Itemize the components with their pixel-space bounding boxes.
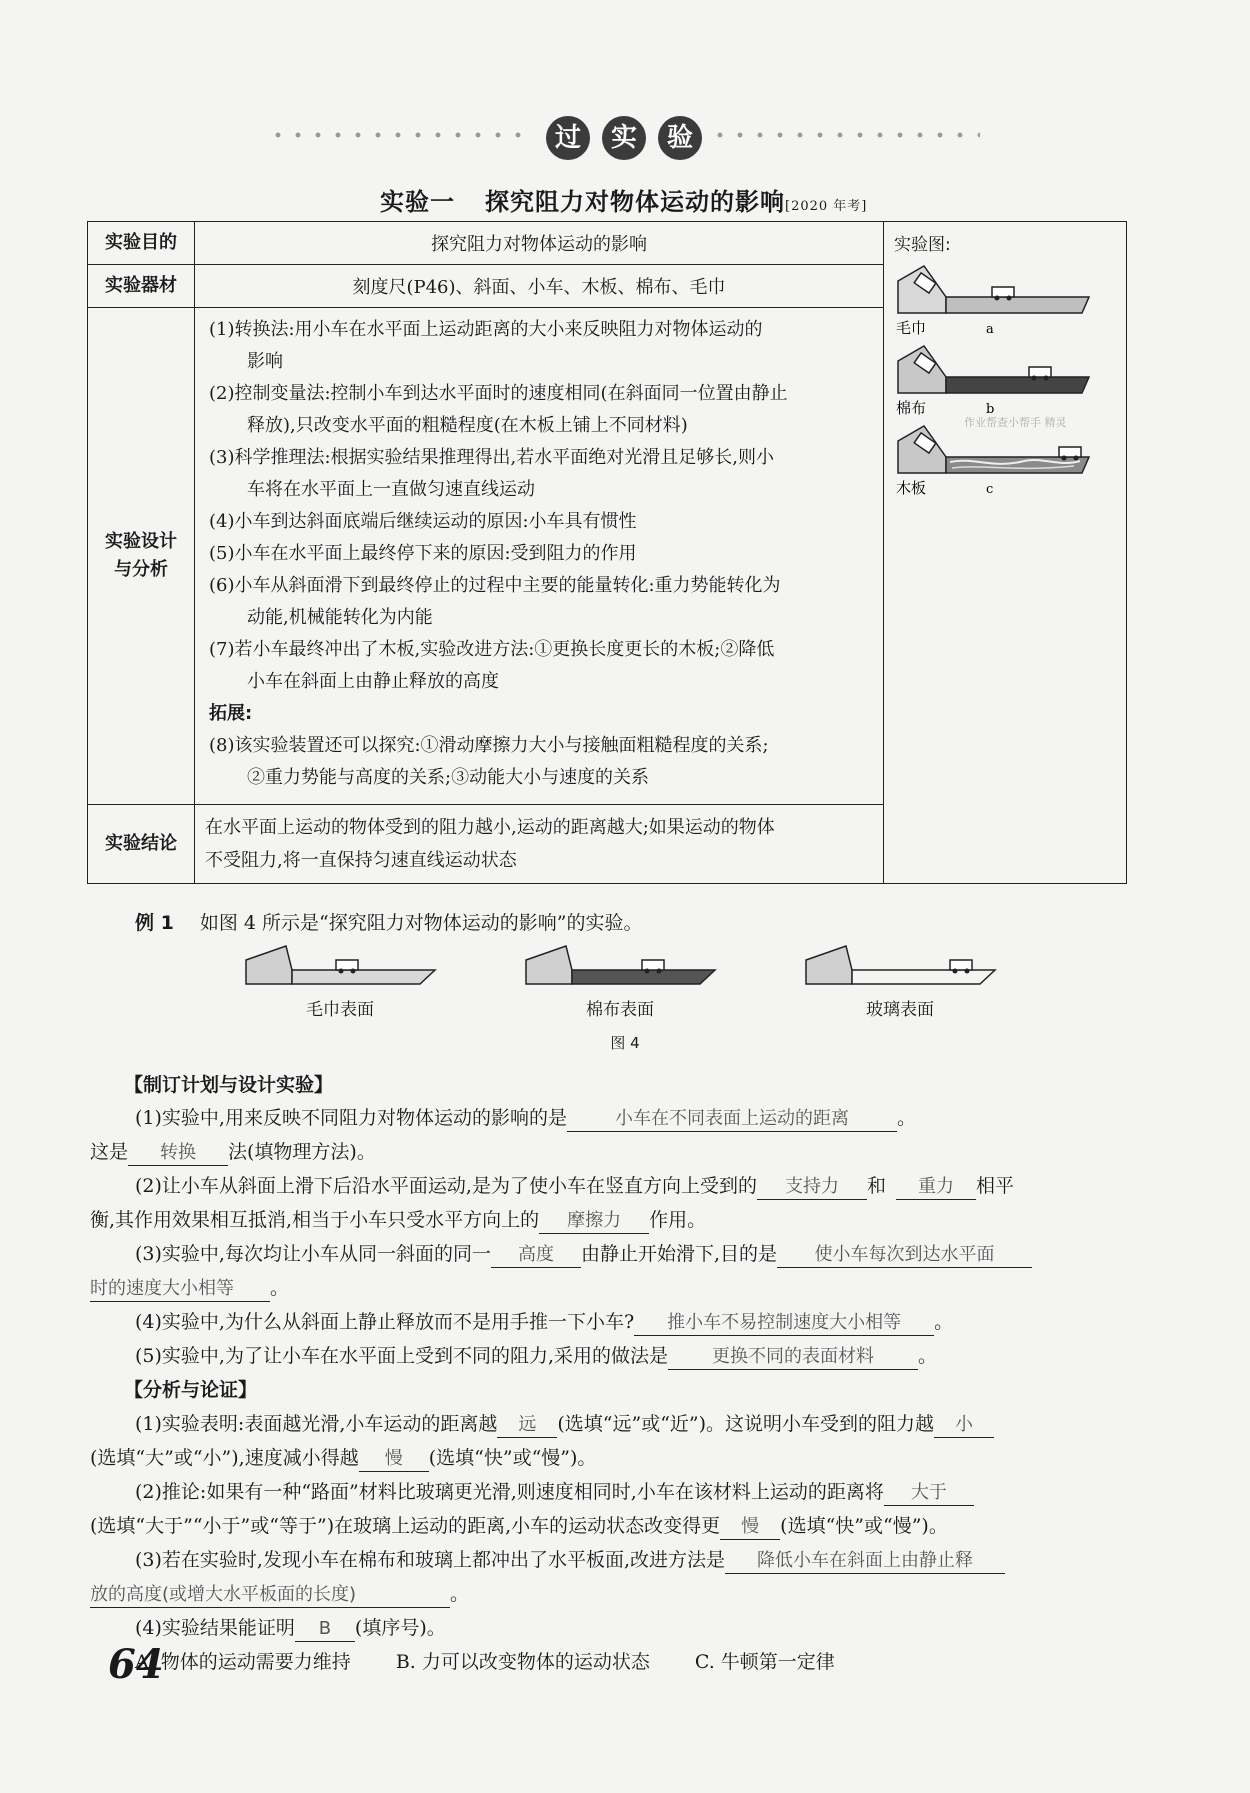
figure-letter-c: c <box>986 482 994 497</box>
choice-a: A. 物体的运动需要力维持 <box>135 1651 351 1673</box>
design-line: 小车在斜面上由静止释放的高度 <box>247 671 499 692</box>
design-label-text: 实验设计与分析 <box>105 531 177 580</box>
extension-line: ②重力势能与高度的关系;③动能大小与速度的关系 <box>247 767 650 788</box>
example-intro: 如图 4 所示是“探究阻力对物体运动的影响”的实验。 <box>199 912 643 934</box>
design-label <box>88 308 195 805</box>
example-heading <box>135 908 642 935</box>
question-5: (5)实验中,为了让小车在水平面上受到不同的阻力,采用的做法是 更换不同的表面材料 。 <box>135 1341 937 1370</box>
figure-letter-a: a <box>986 322 994 337</box>
experiment-title <box>380 182 867 217</box>
answer-2b: 重力 <box>896 1175 976 1200</box>
answer-3b-line1: 使小车每次到达水平面 <box>777 1243 1032 1268</box>
design-line: (4)小车到达斜面底端后继续运动的原因:小车具有惯性 <box>209 511 637 532</box>
ramp-towel <box>898 266 1089 313</box>
p4a-text: (4)实验结果能证明 <box>135 1617 295 1639</box>
equipment-label: 实验器材 <box>88 265 195 308</box>
p1b-text: (选填“远”或“近”)。这说明小车受到的阻力越 <box>557 1413 935 1435</box>
figure-4-caption: 图 4 <box>610 1034 640 1052</box>
extension-line: (8)该实验装置还可以探究:①滑动摩擦力大小与接触面粗糙程度的关系; <box>209 735 769 756</box>
p2b-text: (选填“大于”“小于”或“等于”)在玻璃上运动的距离,小车的运动状态改变得更 <box>90 1515 721 1537</box>
q2d-text: 衡,其作用效果相互抵消,相当于小车只受水平方向上的 <box>90 1209 540 1231</box>
answer-p1b: 小 <box>934 1413 994 1438</box>
q3b-text: 由静止开始滑下,目的是 <box>580 1243 778 1265</box>
question-4: (4)实验中,为什么从斜面上静止释放而不是用手推一下小车? 推小车不易控制速度大小相等 。 <box>135 1307 953 1336</box>
p4b-text: (填序号)。 <box>354 1617 446 1639</box>
question-2 <box>135 1171 1014 1200</box>
design-line: (1)转换法:用小车在水平面上运动距离的大小来反映阻力对物体运动的 <box>209 319 763 340</box>
conclusion-label: 实验结论 <box>88 805 195 884</box>
answer-p1c: 慢 <box>359 1447 429 1472</box>
q5-text: (5)实验中,为了让小车在水平面上受到不同的阻力,采用的做法是 <box>135 1345 668 1367</box>
design-line: 释放),只改变水平面的粗糙程度(在木板上铺上不同材料) <box>247 415 688 436</box>
section-plan: 【制订计划与设计实验】 <box>124 1074 334 1096</box>
choices <box>135 1647 835 1674</box>
question-3 <box>135 1239 1032 1268</box>
purpose-value: 探究阻力对物体运动的影响 <box>195 222 884 265</box>
header-badge-2: 实 <box>602 116 646 160</box>
design-line: (3)科学推理法:根据实验结果推理得出,若水平面绝对光滑且足够长,则小 <box>209 447 775 468</box>
question-3-cont: 时的速度大小相等 。 <box>90 1273 289 1302</box>
design-line: 影响 <box>247 351 283 372</box>
ramp-cotton <box>898 346 1089 393</box>
question-1: (1)实验中,用来反映不同阻力对物体运动的影响的是 小车在不同表面上运动的距离 。 <box>135 1103 916 1132</box>
design-line: 动能,机械能转化为内能 <box>247 607 433 628</box>
p1d-text: (选填“快”或“慢”)。 <box>428 1447 597 1469</box>
p2c-text: (选填“快”或“慢”)。 <box>780 1515 948 1537</box>
answer-p1a: 远 <box>497 1413 557 1438</box>
design-line: (2)控制变量法:控制小车到达水平面时的速度相同(在斜面同一位置由静止 <box>209 383 788 404</box>
p1a-text: (1)实验表明:表面越光滑,小车运动的距离越 <box>135 1413 498 1435</box>
q2c-text: 相平 <box>975 1175 1014 1197</box>
example-label: 例 1 <box>135 912 174 934</box>
analysis-4 <box>135 1613 446 1642</box>
p3a-text: (3)若在实验时,发现小车在棉布和玻璃上都冲出了水平板面,改进方法是 <box>135 1549 725 1571</box>
design-line: (5)小车在水平面上最终停下来的原因:受到阻力的作用 <box>209 543 637 564</box>
analysis-1 <box>135 1409 994 1438</box>
p1c-text: (选填“大”或“小”),速度减小得越 <box>90 1447 359 1469</box>
answer-p3-line2: 放的高度(或增大水平板面的长度) <box>90 1583 450 1608</box>
watermark: 作业帮查小帮手 精灵 <box>964 416 1067 429</box>
answer-p3-line1: 降低小车在斜面上由静止释 <box>725 1549 1005 1574</box>
header-badge-1: 过 <box>546 116 590 160</box>
q1c-text: 法(填物理方法)。 <box>228 1141 376 1163</box>
design-line: (7)若小车最终冲出了木板,实验改进方法:①更换长度更长的木板;②降低 <box>209 639 775 660</box>
figure-label-cotton: 棉布 <box>896 399 927 417</box>
q4-text: (4)实验中,为什么从斜面上静止释放而不是用手推一下小车? <box>135 1311 635 1333</box>
answer-3a: 高度 <box>491 1243 581 1268</box>
figure-label-towel: 毛巾 <box>896 319 927 337</box>
answer-p2a: 大于 <box>884 1481 974 1506</box>
purpose-label: 实验目的 <box>88 222 195 265</box>
question-2-cont <box>90 1205 706 1234</box>
figure-label-board: 木板 <box>896 479 927 497</box>
q1-text: (1)实验中,用来反映不同阻力对物体运动的影响的是 <box>135 1107 567 1129</box>
answer-4: 推小车不易控制速度大小相等 <box>634 1311 934 1336</box>
caption-cotton: 棉布表面 <box>586 1000 654 1020</box>
analysis-2 <box>135 1477 974 1506</box>
analysis-1-cont <box>90 1443 596 1472</box>
experiment-table <box>87 221 1127 884</box>
answer-2a: 支持力 <box>757 1175 867 1200</box>
header-badge-3: 验 <box>658 116 702 160</box>
conclusion-content <box>195 805 884 884</box>
design-line: (6)小车从斜面滑下到最终停止的过程中主要的能量转化:重力势能转化为 <box>209 575 781 596</box>
figure-letter-b: b <box>986 402 995 417</box>
experiment-figure-cell <box>884 222 1127 884</box>
analysis-3 <box>135 1545 1005 1574</box>
answer-1b: 转换 <box>128 1141 228 1166</box>
analysis-2-cont <box>90 1511 948 1540</box>
answer-p4: B <box>295 1617 355 1642</box>
section-analysis: 【分析与论证】 <box>124 1379 258 1401</box>
q2-text: (2)让小车从斜面上滑下后沿水平面运动,是为了使小车在竖直方向上受到的 <box>135 1175 757 1197</box>
extension-label: 拓展: <box>209 703 253 724</box>
header-dots-right <box>710 132 980 138</box>
figure-title: 实验图: <box>894 235 951 255</box>
answer-p2b: 慢 <box>720 1515 780 1540</box>
design-line: 车将在水平面上一直做匀速直线运动 <box>247 479 535 500</box>
answer-1a: 小车在不同表面上运动的距离 <box>567 1107 897 1132</box>
conclusion-line: 不受阻力,将一直保持匀速直线运动状态 <box>205 850 517 871</box>
fig4-glass <box>806 946 995 984</box>
choice-c: C. 牛顿第一定律 <box>694 1651 835 1673</box>
ramp-board <box>898 426 1089 473</box>
fig4-cotton <box>526 946 715 984</box>
page-number: 64 <box>108 1641 164 1688</box>
q2e-text: 作用。 <box>649 1209 707 1231</box>
p2a-text: (2)推论:如果有一种“路面”材料比玻璃更光滑,则速度相同时,小车在该材料上运动的距离将 <box>135 1481 884 1503</box>
caption-glass: 玻璃表面 <box>866 1000 934 1020</box>
q3-text: (3)实验中,每次均让小车从同一斜面的同一 <box>135 1243 491 1265</box>
choice-b: B. 力可以改变物体的运动状态 <box>395 1651 650 1673</box>
q1b-text: 这是 <box>90 1141 129 1163</box>
header-dots-left <box>268 132 533 138</box>
equipment-value: 刻度尺(P46)、斜面、小车、木板、棉布、毛巾 <box>195 265 884 308</box>
experiment-figure <box>894 261 1099 521</box>
answer-5: 更换不同的表面材料 <box>668 1345 918 1370</box>
fig4-towel <box>246 946 435 984</box>
design-content <box>195 308 884 805</box>
question-1-cont <box>90 1137 376 1166</box>
analysis-3-cont: 放的高度(或增大水平板面的长度) 。 <box>90 1579 469 1608</box>
exam-year-tag: [2020 年考] <box>785 199 868 214</box>
experiment-subject: 探究阻力对物体运动的影响 <box>485 188 785 216</box>
q2b-text: 和 <box>866 1175 886 1197</box>
experiment-number: 实验一 <box>380 188 455 216</box>
answer-2c: 摩擦力 <box>539 1209 649 1234</box>
conclusion-line: 在水平面上运动的物体受到的阻力越小,运动的距离越大;如果运动的物体 <box>205 817 775 838</box>
answer-3b-line2: 时的速度大小相等 <box>90 1277 270 1302</box>
caption-towel: 毛巾表面 <box>306 1000 374 1020</box>
